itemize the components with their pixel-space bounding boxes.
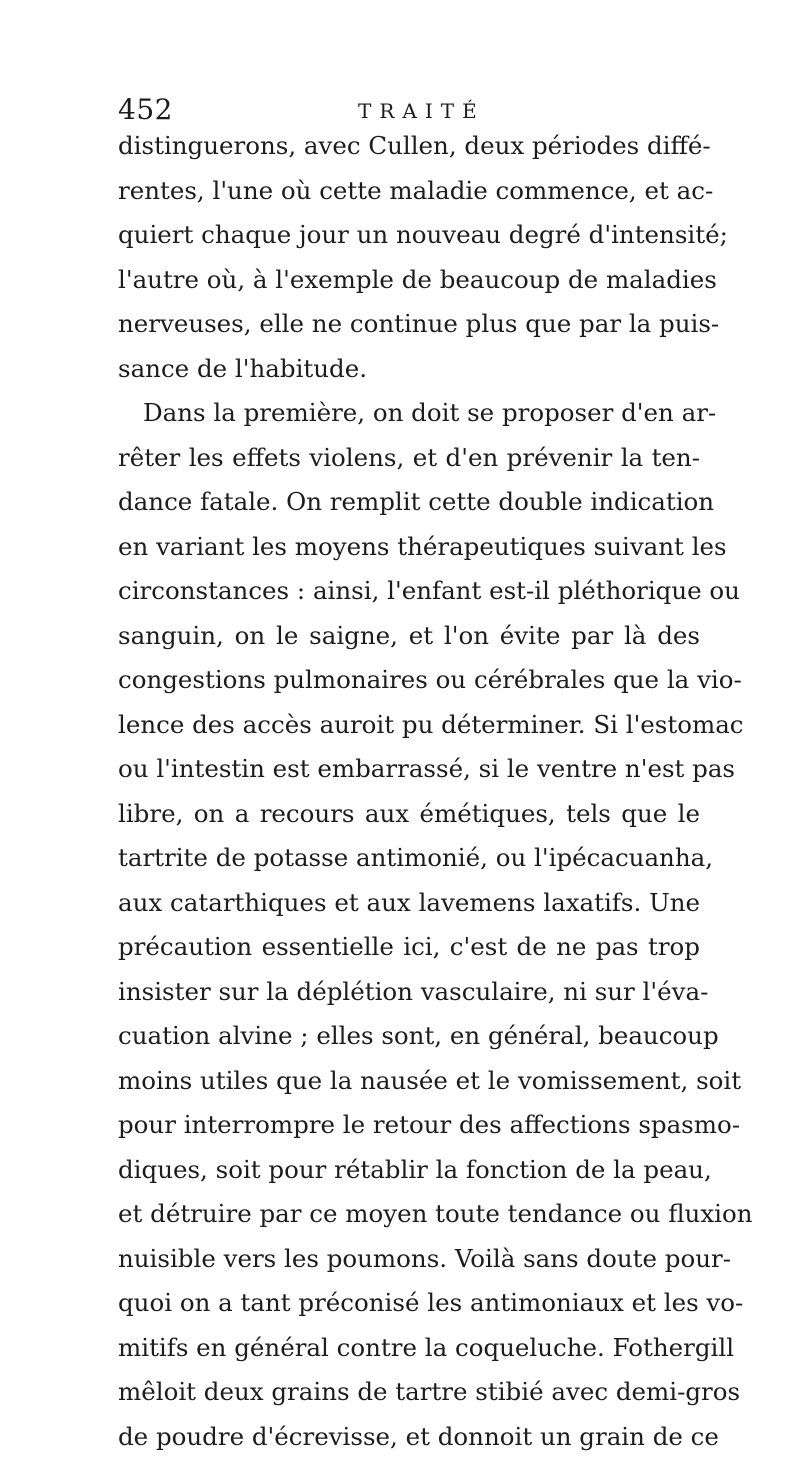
text-line: congestions pulmonaires ou cérébrales que la vio-: [118, 658, 700, 703]
text-line: l'autre où, à l'exemple de beaucoup de maladies: [118, 258, 700, 303]
text-line: insister sur la déplétion vasculaire, ni sur l'éva-: [118, 970, 700, 1015]
text-line: libre, on a recours aux émétiques, tels que le: [118, 792, 700, 837]
text-line: moins utiles que la nausée et le vomissement, soit: [118, 1059, 700, 1104]
text-line: lence des accès auroit pu déterminer. Si l'estomac: [118, 703, 700, 748]
text-body: [118, 124, 700, 1459]
text-line: en variant les moyens thérapeutiques suivant les: [118, 525, 700, 570]
text-line: diques, soit pour rétablir la fonction de la peau,: [118, 1148, 700, 1193]
text-line: précaution essentielle ici, c'est de ne pas trop: [118, 925, 700, 970]
running-head: [118, 92, 678, 128]
text-line: de poudre d'écrevisse, et donnoit un grain de ce: [118, 1415, 700, 1459]
text-line: quiert chaque jour un nouveau degré d'intensité;: [118, 213, 700, 258]
paragraph-first-line: Dans la première, on doit se proposer d'en ar-: [118, 391, 700, 436]
text-line: nuisible vers les poumons. Voilà sans doute pour-: [118, 1237, 700, 1282]
text-line: aux catarthiques et aux lavemens laxatifs. Une: [118, 881, 700, 926]
running-title: TRAITÉ: [358, 96, 485, 126]
paragraph-last-line: sance de l'habitude.: [118, 347, 700, 392]
text-line: cuation alvine ; elles sont, en général, beaucoup: [118, 1014, 700, 1059]
text-line: distinguerons, avec Cullen, deux périodes diffé-: [118, 124, 700, 169]
text-line: pour interrompre le retour des affections spasmo-: [118, 1103, 700, 1148]
text-line: dance fatale. On remplit cette double indication: [118, 480, 700, 525]
text-line: et détruire par ce moyen toute tendance ou fluxion: [118, 1192, 700, 1237]
text-line: circonstances : ainsi, l'enfant est-il pléthorique ou: [118, 569, 700, 614]
text-line: mitifs en général contre la coqueluche. Fothergill: [118, 1326, 700, 1371]
text-line: mêloit deux grains de tartre stibié avec demi-gros: [118, 1370, 700, 1415]
text-line: sanguin, on le saigne, et l'on évite par là des: [118, 614, 700, 659]
text-line: ou l'intestin est embarrassé, si le ventre n'est pas: [118, 747, 700, 792]
text-line: tartrite de potasse antimonié, ou l'ipécacuanha,: [118, 836, 700, 881]
text-line: rentes, l'une où cette maladie commence, et ac-: [118, 169, 700, 214]
text-line: nerveuses, elle ne continue plus que par la puis-: [118, 302, 700, 347]
text-line: rêter les effets violens, et d'en prévenir la ten-: [118, 436, 700, 481]
page-number: 452: [118, 92, 173, 128]
text-line: quoi on a tant préconisé les antimoniaux et les vo-: [118, 1281, 700, 1326]
